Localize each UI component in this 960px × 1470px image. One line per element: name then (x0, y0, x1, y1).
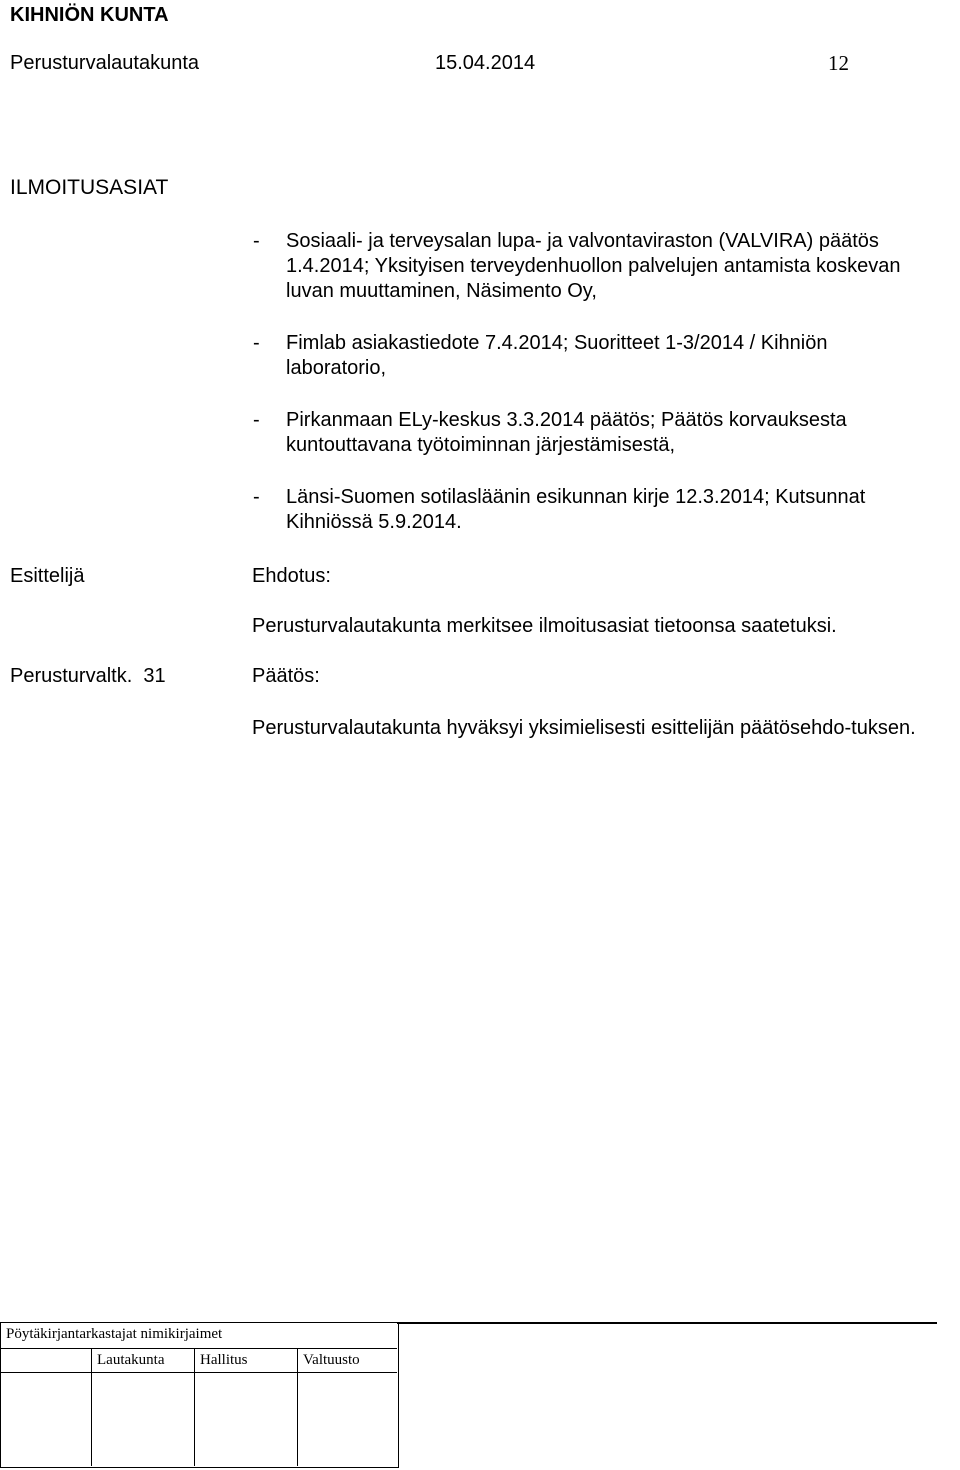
signature-label-rule (0, 1372, 397, 1373)
proposal-label: Ehdotus: (252, 565, 331, 587)
notice-item (253, 408, 933, 458)
notice-item (253, 331, 933, 381)
list-dash: - (253, 332, 260, 354)
signature-column-valtuusto: Valtuusto (303, 1352, 360, 1368)
footer-rule (397, 1322, 937, 1324)
section-reference: Perusturvaltk. 31 (10, 665, 166, 687)
list-dash: - (253, 486, 260, 508)
notice-text: Sosiaali- ja terveysalan lupa- ja valvontaviraston (VALVIRA) päätös 1.4.2014; Yksityisen terveydenhuollon palvelujen antamista koskevan luvan muuttaminen, Näsimento Oy, (286, 230, 901, 302)
notice-item (253, 485, 933, 535)
signature-column-divider (91, 1348, 92, 1466)
section-title: ILMOITUSASIAT (10, 176, 169, 199)
list-dash: - (253, 230, 260, 252)
signature-column-hallitus: Hallitus (200, 1352, 248, 1368)
decision-label: Päätös: (252, 665, 320, 687)
notice-text: Fimlab asiakastiedote 7.4.2014; Suoritteet 1-3/2014 / Kihniön laboratorio, (286, 332, 828, 379)
list-dash: - (253, 409, 260, 431)
signature-header-rule (0, 1348, 397, 1349)
page-number: 12 (828, 51, 849, 75)
signature-column-divider (297, 1348, 298, 1466)
organization-name: KIHNIÖN KUNTA (10, 4, 169, 26)
presenter-label: Esittelijä (10, 565, 85, 587)
signature-column-divider (194, 1348, 195, 1466)
proposal-text: Perusturvalautakunta merkitsee ilmoitusasiat tietoonsa saatetuksi. (252, 615, 837, 637)
notice-text: Pirkanmaan ELy-keskus 3.3.2014 päätös; Päätös korvauksesta kuntouttavana työtoiminnan järjestämisestä, (286, 409, 847, 456)
notice-text: Länsi-Suomen sotilasläänin esikunnan kirje 12.3.2014; Kutsunnat Kihniössä 5.9.2014. (286, 486, 866, 533)
signature-column-lautakunta: Lautakunta (97, 1352, 165, 1368)
signature-box (0, 1322, 399, 1468)
board-name: Perusturvalautakunta (10, 52, 200, 74)
meeting-date: 15.04.2014 (435, 52, 536, 74)
notice-item (253, 229, 933, 304)
decision-text: Perusturvalautakunta hyväksyi yksimielisesti esittelijän päätösehdo-tuksen. (252, 717, 916, 739)
signature-title: Pöytäkirjantarkastajat nimikirjaimet (6, 1326, 223, 1342)
